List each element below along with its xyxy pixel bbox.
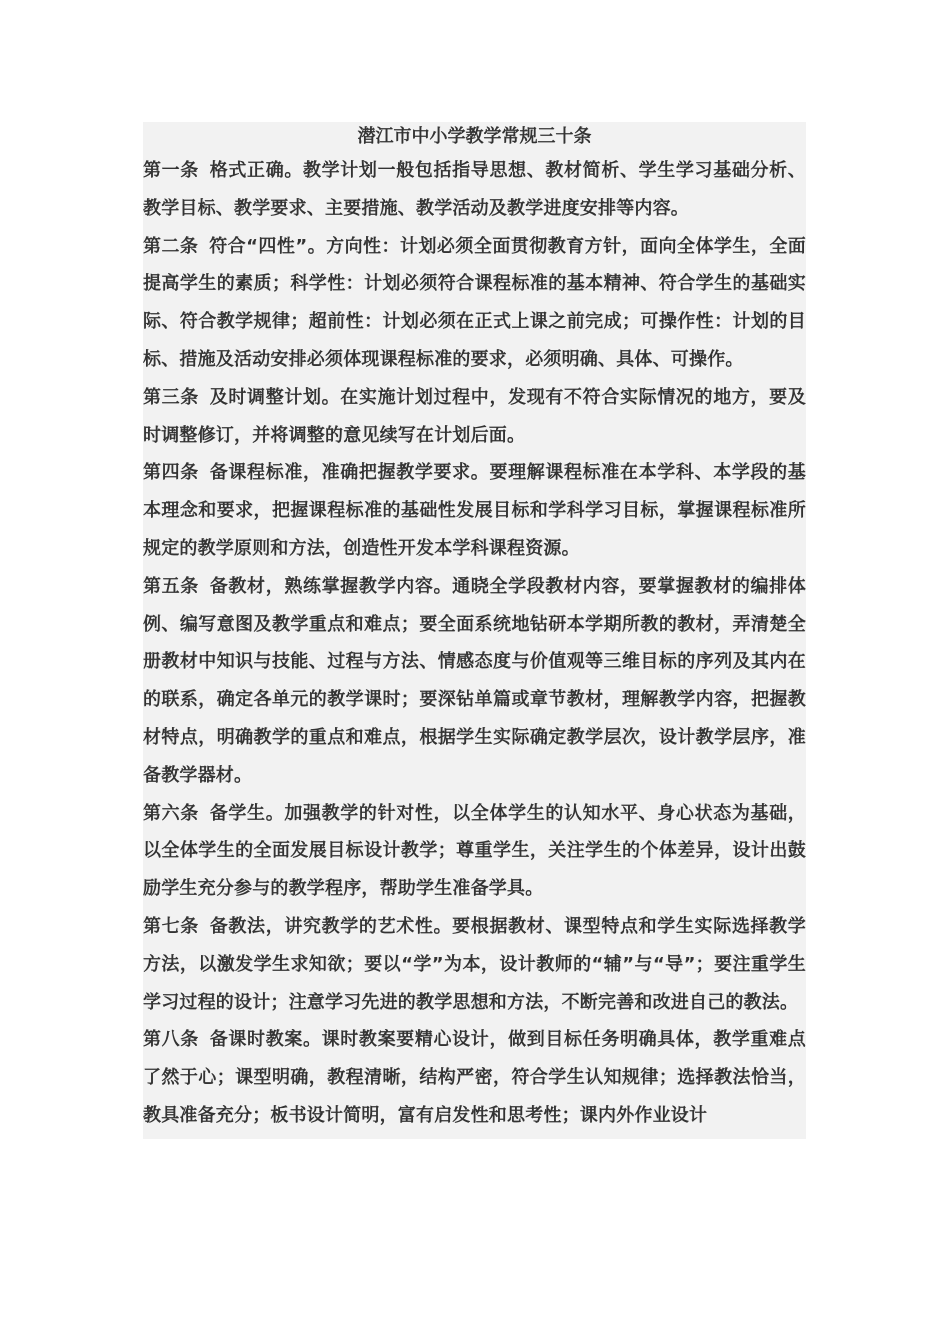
- article-number: 第六条: [143, 802, 199, 824]
- article-4: [143, 454, 806, 567]
- article-6: [143, 795, 806, 908]
- article-number: 第二条: [143, 235, 199, 257]
- article-text: 备教法，讲究教学的艺术性。要根据教材、课型特点和学生实际选择教学方法，以激发学生求知欲；要以“学”为本，设计教师的“辅”与“导”；要注重学生学习过程的设计；注意学习先进的教学思想和方法，不断完善和改进自己的教法。: [143, 915, 806, 1013]
- article-8: [143, 1021, 806, 1134]
- article-3: [143, 379, 806, 455]
- article-text: 备课程标准，准确把握教学要求。要理解课程标准在本学科、本学段的基本理念和要求，把握课程标准的基础性发展目标和学科学习目标，掌握课程标准所规定的教学原则和方法，创造性开发本学科课程资源。: [143, 462, 806, 559]
- article-text: 备学生。加强教学的针对性，以全体学生的认知水平、身心状态为基础，以全体学生的全面发展目标设计教学；尊重学生，关注学生的个体差异，设计出鼓励学生充分参与的教学程序，帮助学生准备学具。: [143, 802, 806, 900]
- article-text: 备课时教案。课时教案要精心设计，做到目标任务明确具体，教学重难点了然于心；课型明确，教程清晰，结构严密，符合学生认知规律；选择教法恰当，教具准备充分；板书设计简明，富有启发性和思考性；课内外作业设计: [143, 1029, 806, 1126]
- article-number: 第四条: [143, 462, 199, 484]
- article-number: 第三条: [143, 386, 199, 408]
- article-5: [143, 568, 806, 795]
- article-1: [143, 152, 806, 228]
- article-number: 第七条: [143, 915, 199, 937]
- article-text: 符合“四性”。方向性：计划必须全面贯彻教育方针，面向全体学生，全面提高学生的素质；科学性：计划必须符合课程标准的基本精神、符合学生的基础实际、符合教学规律；超前性：计划必须在正式上课之前完成；可操作性：计划的目标、措施及活动安排必须体现课程标准的要求，必须明确、具体、可操作。: [143, 235, 806, 370]
- article-7: [143, 908, 806, 1021]
- article-number: 第一条: [143, 160, 199, 181]
- document-title: 潜江市中小学教学常规三十条: [357, 126, 592, 147]
- article-text: 及时调整计划。在实施计划过程中，发现有不符合实际情况的地方，要及时调整修订，并将调整的意见续写在计划后面。: [143, 386, 806, 446]
- article-number: 第八条: [143, 1029, 199, 1051]
- article-number: 第五条: [143, 575, 199, 597]
- article-2: [143, 228, 806, 379]
- article-text: 格式正确。教学计划一般包括指导思想、教材简析、学生学习基础分析、教学目标、教学要求、主要措施、教学活动及教学进度安排等内容。: [143, 160, 806, 219]
- document-body: [143, 122, 806, 1139]
- article-text: 备教材，熟练掌握教学内容。通晓全学段教材内容，要掌握教材的编排体例、编写意图及教学重点和难点；要全面系统地钻研本学期所教的教材，弄清楚全册教材中知识与技能、过程与方法、情感态度与价值观等三维目标的序列及其内在的联系，确定各单元的教学课时；要深钻单篇或章节教材，理解教学内容，把握教材特点，明确教学的重点和难点，根据学生实际确定教学层次，设计教学层序，准备教学器材。: [143, 575, 806, 786]
